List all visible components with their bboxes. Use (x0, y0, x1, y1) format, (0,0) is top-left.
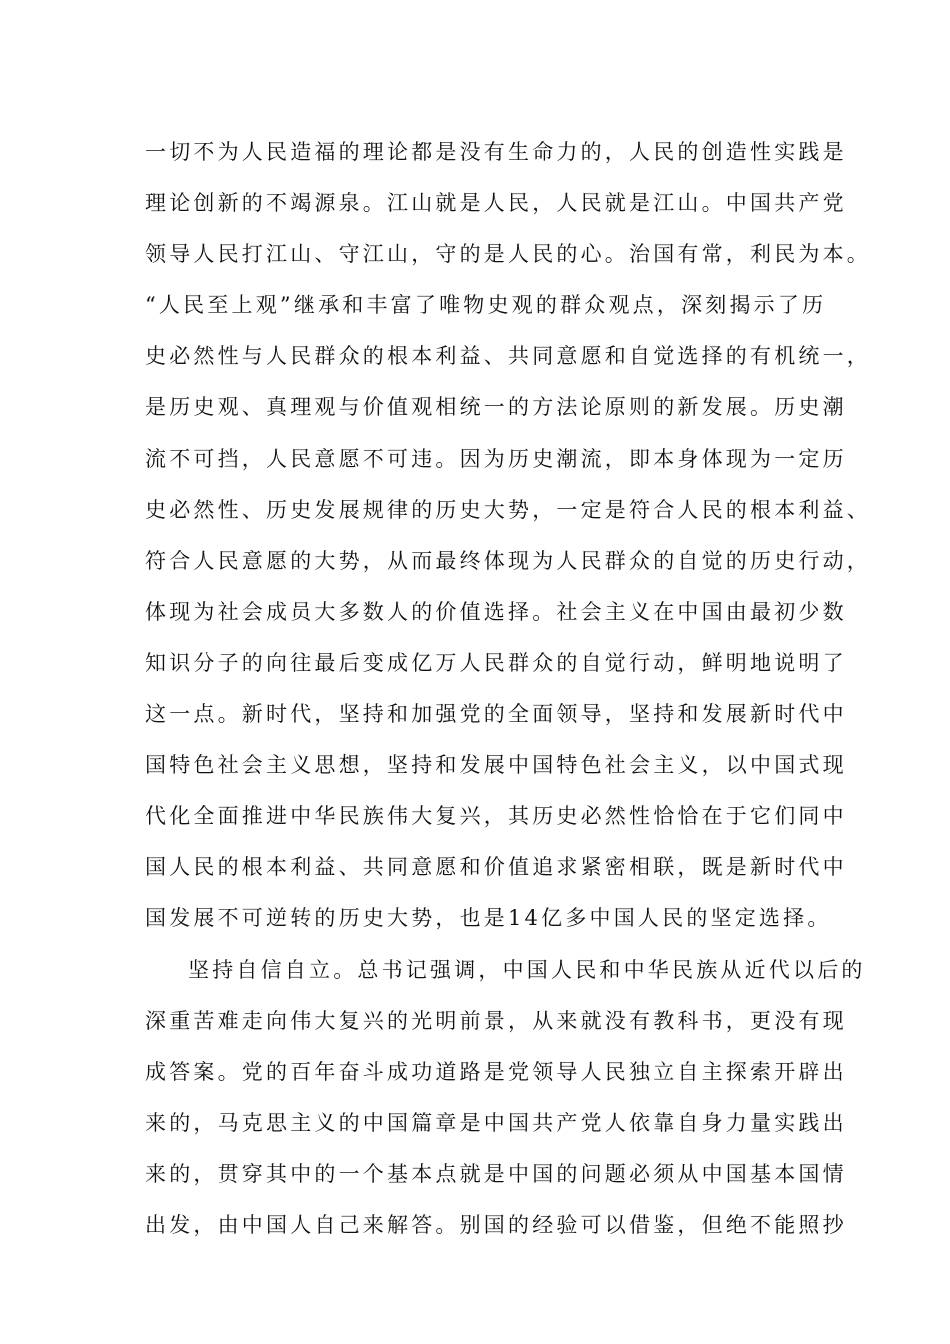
text-line: 史必然性与人民群众的根本利益、共同意愿和自觉选择的有机统一， (145, 344, 871, 369)
text-line: 一切不为人民造福的理论都是没有生命力的，人民的创造性实践是 (145, 140, 847, 164)
text-line: “人民至上观”继承和丰富了唯物史观的群众观点，深刻揭示了历 (145, 293, 827, 318)
text-line: 是历史观、真理观与价值观相统一的方法论原则的新发展。历史潮 (145, 395, 847, 420)
paragraph-start-line: 坚持自信自立。总书记强调，中国人民和中华民族从近代以后的 (188, 957, 866, 982)
text-line: 流不可挡，人民意愿不可违。因为历史潮流，即本身体现为一定历 (145, 446, 847, 471)
text-line: 史必然性、历史发展规律的历史大势，一定是符合人民的根本利益、 (145, 497, 871, 522)
text-line: 理论创新的不竭源泉。江山就是人民，人民就是江山。中国共产党 (145, 191, 847, 216)
text-line: 国发展不可逆转的历史大势，也是14亿多中国人民的坚定选择。 (145, 906, 832, 931)
text-line: 体现为社会成员大多数人的价值选择。社会主义在中国由最初少数 (145, 599, 847, 624)
text-line: 符合人民意愿的大势，从而最终体现为人民群众的自觉的历史行动， (145, 548, 871, 573)
body-text (145, 132, 871, 1256)
text-line: 国特色社会主义思想，坚持和发展中国特色社会主义，以中国式现 (145, 753, 847, 778)
text-line: 这一点。新时代，坚持和加强党的全面领导，坚持和发展新时代中 (145, 702, 847, 727)
text-line: 代化全面推进中华民族伟大复兴，其历史必然性恰恰在于它们同中 (145, 804, 847, 829)
text-line: 出发，由中国人自己来解答。别国的经验可以借鉴，但绝不能照抄 (145, 1212, 847, 1237)
text-line: 知识分子的向往最后变成亿万人民群众的自觉行动，鲜明地说明了 (145, 650, 847, 675)
text-line: 深重苦难走向伟大复兴的光明前景，从来就没有教科书，更没有现 (145, 1008, 847, 1033)
text-line: 来的，马克思主义的中国篇章是中国共产党人依靠自身力量实践出 (145, 1110, 847, 1135)
text-line: 国人民的根本利益、共同意愿和价值追求紧密相联，既是新时代中 (145, 855, 847, 880)
text-line: 成答案。党的百年奋斗成功道路是党领导人民独立自主探索开辟出 (145, 1059, 847, 1084)
text-line: 来的，贯穿其中的一个基本点就是中国的问题必须从中国基本国情 (145, 1161, 847, 1186)
text-line: 领导人民打江山、守江山，守的是人民的心。治国有常，利民为本。 (145, 242, 871, 267)
